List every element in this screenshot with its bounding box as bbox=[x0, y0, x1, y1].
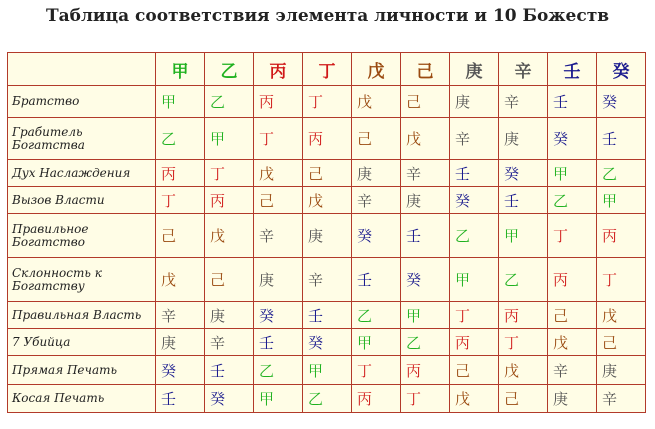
table-cell: 壬 bbox=[450, 160, 499, 187]
table-cell: 丙 bbox=[156, 160, 205, 187]
table-row bbox=[8, 214, 646, 258]
table-cell: 乙 bbox=[156, 118, 205, 160]
table-cell: 壬 bbox=[303, 302, 352, 329]
table-cell: 癸 bbox=[597, 86, 646, 118]
table-cell: 乙 bbox=[352, 302, 401, 329]
table-cell: 庚 bbox=[352, 160, 401, 187]
table-cell: 己 bbox=[303, 160, 352, 187]
header-row bbox=[8, 53, 646, 86]
table-row bbox=[8, 160, 646, 187]
table-cell: 壬 bbox=[352, 258, 401, 302]
table-row bbox=[8, 385, 646, 413]
table-cell: 辛 bbox=[254, 214, 303, 258]
row-label: Братство bbox=[8, 86, 156, 118]
header-corner bbox=[8, 53, 156, 86]
table-cell: 甲 bbox=[156, 86, 205, 118]
header-stem: 戊 bbox=[352, 53, 401, 86]
table-cell: 乙 bbox=[401, 329, 450, 356]
table-cell: 乙 bbox=[450, 214, 499, 258]
table-cell: 癸 bbox=[548, 118, 597, 160]
header-stem: 庚 bbox=[450, 53, 499, 86]
table-cell: 癸 bbox=[401, 258, 450, 302]
table-cell: 丁 bbox=[401, 385, 450, 413]
table-cell: 乙 bbox=[205, 86, 254, 118]
row-label: Правильная Власть bbox=[8, 302, 156, 329]
table-cell: 己 bbox=[254, 187, 303, 214]
table-cell: 己 bbox=[156, 214, 205, 258]
table-cell: 甲 bbox=[499, 214, 548, 258]
header-stem: 丁 bbox=[303, 53, 352, 86]
table-cell: 庚 bbox=[254, 258, 303, 302]
table-cell: 戊 bbox=[401, 118, 450, 160]
table-cell: 庚 bbox=[597, 356, 646, 385]
ten-gods-table bbox=[7, 52, 646, 413]
table-cell: 壬 bbox=[597, 118, 646, 160]
table-row bbox=[8, 356, 646, 385]
table-cell: 丁 bbox=[205, 160, 254, 187]
table-cell: 甲 bbox=[401, 302, 450, 329]
table-cell: 庚 bbox=[156, 329, 205, 356]
table-cell: 辛 bbox=[450, 118, 499, 160]
table-cell: 戊 bbox=[156, 258, 205, 302]
table-cell: 戊 bbox=[597, 302, 646, 329]
table-cell: 辛 bbox=[597, 385, 646, 413]
table-cell: 己 bbox=[597, 329, 646, 356]
table-cell: 己 bbox=[205, 258, 254, 302]
table-cell: 丁 bbox=[548, 214, 597, 258]
table-cell: 辛 bbox=[352, 187, 401, 214]
header-stem: 丙 bbox=[254, 53, 303, 86]
table-cell: 甲 bbox=[450, 258, 499, 302]
table-cell: 己 bbox=[352, 118, 401, 160]
row-label: Косая Печать bbox=[8, 385, 156, 413]
row-label: Грабитель Богатства bbox=[8, 118, 156, 160]
table-cell: 丙 bbox=[303, 118, 352, 160]
table-cell: 甲 bbox=[205, 118, 254, 160]
table-row bbox=[8, 187, 646, 214]
table-cell: 壬 bbox=[548, 86, 597, 118]
table-cell: 戊 bbox=[548, 329, 597, 356]
header-stem: 壬 bbox=[548, 53, 597, 86]
table-cell: 乙 bbox=[254, 356, 303, 385]
table-cell: 庚 bbox=[548, 385, 597, 413]
table-cell: 庚 bbox=[401, 187, 450, 214]
table-cell: 乙 bbox=[548, 187, 597, 214]
table-cell: 己 bbox=[499, 385, 548, 413]
table-cell: 庚 bbox=[450, 86, 499, 118]
table-cell: 戊 bbox=[254, 160, 303, 187]
table-cell: 壬 bbox=[401, 214, 450, 258]
table-cell: 辛 bbox=[156, 302, 205, 329]
table-row bbox=[8, 329, 646, 356]
table-cell: 丙 bbox=[548, 258, 597, 302]
row-label: 7 Убийца bbox=[8, 329, 156, 356]
row-label: Дух Наслаждения bbox=[8, 160, 156, 187]
header-stem: 辛 bbox=[499, 53, 548, 86]
header-stem: 甲 bbox=[156, 53, 205, 86]
table-cell: 丁 bbox=[597, 258, 646, 302]
table-cell: 辛 bbox=[205, 329, 254, 356]
table-cell: 丙 bbox=[352, 385, 401, 413]
table-cell: 甲 bbox=[352, 329, 401, 356]
table-row bbox=[8, 86, 646, 118]
table-cell: 甲 bbox=[303, 356, 352, 385]
table-cell: 庚 bbox=[303, 214, 352, 258]
table-cell: 丙 bbox=[254, 86, 303, 118]
table-cell: 癸 bbox=[450, 187, 499, 214]
table-cell: 甲 bbox=[548, 160, 597, 187]
table-cell: 壬 bbox=[205, 356, 254, 385]
table-cell: 己 bbox=[450, 356, 499, 385]
table-cell: 辛 bbox=[499, 86, 548, 118]
table-cell: 戊 bbox=[352, 86, 401, 118]
page-title: Таблица соответствия элемента личности и 10 Божеств bbox=[45, 6, 610, 26]
table-cell: 丙 bbox=[597, 214, 646, 258]
table-cell: 辛 bbox=[303, 258, 352, 302]
table-cell: 戊 bbox=[450, 385, 499, 413]
table-cell: 戊 bbox=[499, 356, 548, 385]
table-cell: 甲 bbox=[597, 187, 646, 214]
table-cell: 癸 bbox=[352, 214, 401, 258]
table-cell: 癸 bbox=[303, 329, 352, 356]
table-row bbox=[8, 258, 646, 302]
table-cell: 戊 bbox=[205, 214, 254, 258]
table-cell: 壬 bbox=[499, 187, 548, 214]
table-cell: 丁 bbox=[499, 329, 548, 356]
table-cell: 乙 bbox=[499, 258, 548, 302]
table-cell: 己 bbox=[401, 86, 450, 118]
row-label: Вызов Власти bbox=[8, 187, 156, 214]
table-row bbox=[8, 302, 646, 329]
header-stem: 己 bbox=[401, 53, 450, 86]
header-stem: 乙 bbox=[205, 53, 254, 86]
table-cell: 庚 bbox=[205, 302, 254, 329]
table-cell: 丁 bbox=[450, 302, 499, 329]
table-cell: 乙 bbox=[597, 160, 646, 187]
table-cell: 丁 bbox=[156, 187, 205, 214]
table-cell: 癸 bbox=[205, 385, 254, 413]
table-cell: 甲 bbox=[254, 385, 303, 413]
table-row bbox=[8, 118, 646, 160]
table-cell: 丁 bbox=[352, 356, 401, 385]
header-stem: 癸 bbox=[597, 53, 646, 86]
table-cell: 壬 bbox=[156, 385, 205, 413]
table-cell: 丙 bbox=[205, 187, 254, 214]
table-cell: 癸 bbox=[254, 302, 303, 329]
row-label: Правильное Богатство bbox=[8, 214, 156, 258]
table-cell: 辛 bbox=[401, 160, 450, 187]
table-cell: 丁 bbox=[254, 118, 303, 160]
table-cell: 壬 bbox=[254, 329, 303, 356]
row-label: Склонность к Богатству bbox=[8, 258, 156, 302]
row-label: Прямая Печать bbox=[8, 356, 156, 385]
table-cell: 庚 bbox=[499, 118, 548, 160]
table-cell: 丙 bbox=[450, 329, 499, 356]
table-cell: 癸 bbox=[156, 356, 205, 385]
table-cell: 丙 bbox=[401, 356, 450, 385]
table-cell: 戊 bbox=[303, 187, 352, 214]
table-cell: 己 bbox=[548, 302, 597, 329]
table-cell: 丙 bbox=[499, 302, 548, 329]
table-cell: 乙 bbox=[303, 385, 352, 413]
table-cell: 辛 bbox=[548, 356, 597, 385]
table-cell: 丁 bbox=[303, 86, 352, 118]
table-cell: 癸 bbox=[499, 160, 548, 187]
